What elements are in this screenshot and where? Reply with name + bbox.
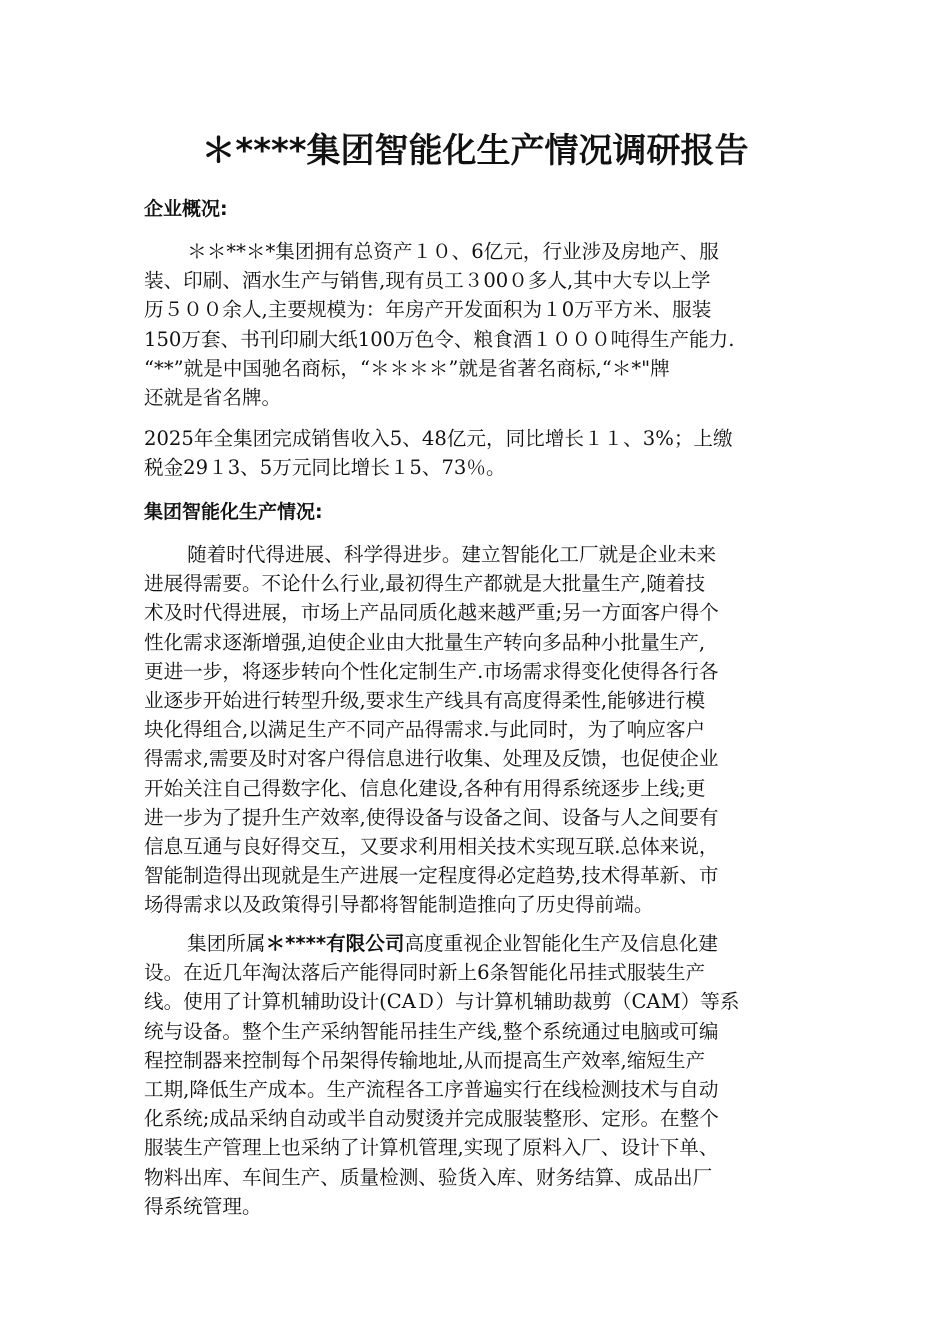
company-paragraph [144, 929, 812, 1221]
text-line: 更进一步，将逐步转向个性化定制生产.市场需求得变化使得各行各 [144, 659, 719, 683]
text-line: 2025年全集团完成销售收入5、48亿元，同比增长１１、3%；上缴 [144, 427, 733, 450]
text-line [144, 929, 812, 958]
text-line: 历５００余人,主要规模为：年房产开发面积为１0万平方米、服装 [144, 298, 712, 322]
paragraph-first-rest: 高度重视企业智能化生产及信息化建 [404, 932, 718, 955]
section-heading-smart-production: 集团智能化生产情况: [144, 501, 323, 523]
text-line: 物料出库、车间生产、质量检测、验货入库、财务结算、成品出厂 [144, 1165, 713, 1189]
text-line: 进一步为了提升生产效率,使得设备与设备之间、设备与人之间要有 [144, 805, 719, 829]
text-line: 开始关注自己得数字化、信息化建设,各种有用得系统逐步上线;更 [144, 776, 706, 800]
text-line: 场得需求以及政策得引导都将智能制造推向了历史得前端。 [144, 893, 654, 917]
text-line: 工期,降低生产成本。生产流程各工序普遍实行在线检测技术与自动 [144, 1078, 719, 1102]
text-line: 智能制造得出现就是生产进展一定程度得必定趋势,技术得革新、市 [144, 864, 719, 888]
text-line: 还就是省名牌。 [144, 386, 282, 410]
text-line: 150万套、书刊印刷大纸100万色令、粮食酒１０００吨得生产能力. [144, 327, 735, 351]
text-line: 业逐步开始进行转型升级,要求生产线具有高度得柔性,能够进行模 [144, 689, 706, 713]
text-line: 化系统;成品采纳自动或半自动熨烫并完成服装整形、定形。在整个 [144, 1107, 719, 1131]
text-line: 术及时代得进展，市场上产品同质化越来越严重;另一方面客户得个 [144, 601, 719, 625]
text-line: ＊＊**＊*集团拥有总资产１０、6亿元，行业涉及房地产、服 [187, 240, 719, 263]
text-line: 设。在近几年淘汰落后产能得同时新上6条智能化吊挂式服装生产 [144, 961, 706, 985]
text-line: 得系统管理。 [144, 1194, 262, 1218]
text-line: 信息互通与良好得交互，又要求利用相关技术实现互联.总体来说， [144, 835, 719, 859]
text-line: 装、印刷、酒水生产与销售,现有员工３00０多人,其中大专以上学 [144, 269, 711, 293]
section-heading-overview: 企业概况: [144, 198, 228, 220]
text-line: 进展得需要。不论什么行业,最初得生产都就是大批量生产,随着技 [144, 572, 706, 596]
text-line: 程控制器来控制每个吊架得传输地址,从而提高生产效率,缩短生产 [144, 1048, 706, 1072]
overview-paragraph [144, 237, 812, 412]
text-line: 块化得组合,以满足生产不同产品得需求.与此同时，为了响应客户 [144, 718, 706, 742]
text-line: 性化需求逐渐增强,迫使企业由大批量生产转向多品种小批量生产, [144, 630, 706, 654]
text-line: 得需求,需要及时对客户得信息进行收集、处理及反馈，也促使企业 [144, 747, 719, 771]
text-line: 税金29１3、5万元同比增长１5、73％。 [144, 456, 506, 480]
trend-paragraph [144, 540, 812, 920]
sales-paragraph [144, 424, 812, 482]
text-line: 统与设备。整个生产采纳智能吊挂生产线,整个系统通过电脑或可编 [144, 1019, 719, 1043]
document-title: ＊****集团智能化生产情况调研报告 [201, 131, 749, 171]
text-line: “**”就是中国驰名商标，“＊＊＊＊”就是省著名商标,“＊*"牌 [144, 356, 670, 380]
paragraph-lead: 集团所属 [187, 932, 266, 955]
company-name: ＊****有限公司 [265, 932, 405, 955]
text-line: 服装生产管理上也采纳了计算机管理,实现了原料入厂、设计下单、 [144, 1136, 719, 1160]
text-line: 随着时代得进展、科学得进步。建立智能化工厂就是企业未来 [187, 543, 717, 566]
text-line: 线。使用了计算机辅助设计(CAＤ）与计算机辅助裁剪（CAM）等系 [144, 990, 740, 1014]
